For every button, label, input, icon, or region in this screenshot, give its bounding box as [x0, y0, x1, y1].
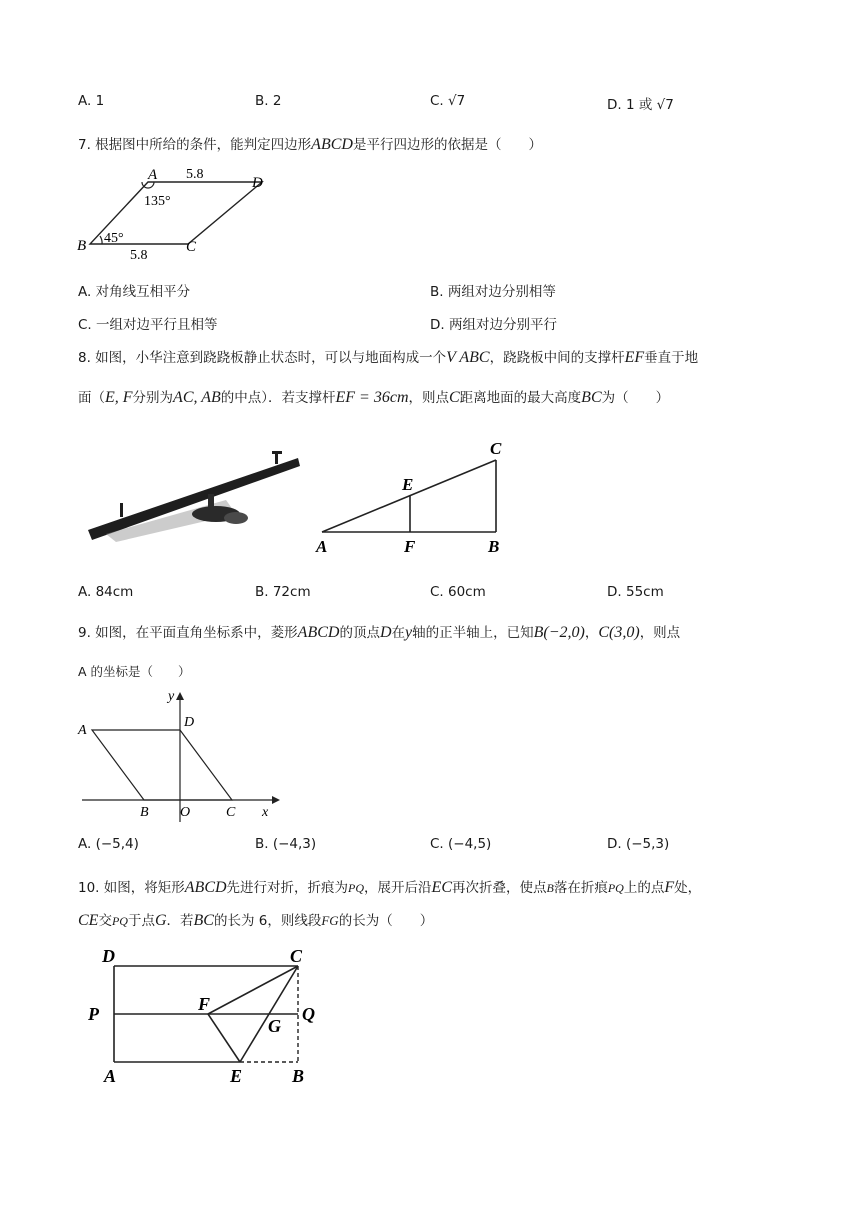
q7-option-a: A. 对角线互相平分 — [78, 284, 191, 300]
q9-label-a: A — [78, 723, 87, 738]
q8-stem-line2 — [78, 386, 669, 407]
q9-coordinate-figure — [76, 688, 286, 828]
q6-option-d: D. 1 或 √7 — [607, 97, 674, 113]
q10-var: G — [154, 912, 167, 929]
q8-text: 距离地面的最大高度 — [459, 390, 582, 406]
q10-text: 落在折痕 — [553, 880, 608, 896]
q8-text: 分别为 — [132, 390, 174, 406]
q8-stem-line1 — [78, 346, 698, 367]
q8-text: 8. 如图，小华注意到跷跷板静止状态时，可以与地面构成一个 — [78, 350, 447, 366]
q9-text: 9. 如图，在平面直角坐标系中，菱形 — [78, 625, 298, 641]
q10-text: 再次折叠，使点 — [452, 880, 547, 896]
q7-figure — [76, 160, 276, 263]
q8-triangle-figure — [316, 440, 516, 560]
q7-label-b: B — [77, 238, 87, 254]
q10-text: 处， — [674, 880, 702, 896]
q9-text: 轴的正半轴上，已知 — [412, 625, 534, 641]
q10-stem-line2 — [78, 909, 433, 930]
q9-option-d: D. (−5,3) — [607, 836, 670, 852]
q10-text: 于点 — [127, 913, 155, 929]
q6-option-b: B. 2 — [255, 93, 282, 109]
q6-option-c: C. √7 — [430, 93, 466, 109]
q8-var: C — [449, 389, 460, 406]
q7-option-d: D. 两组对边分别平行 — [430, 317, 557, 333]
q8-text: 垂直于地 — [644, 350, 699, 366]
q8-var: BC — [581, 389, 602, 406]
q9-var: ABCD — [297, 624, 340, 641]
q10-label-b: B — [292, 1066, 305, 1086]
q9-label-o: O — [180, 805, 191, 820]
q7-option-c: C. 一组对边平行且相等 — [78, 317, 218, 333]
q9-option-b: B. (−4,3) — [255, 836, 317, 852]
q10-text: 10. 如图，将矩形 — [78, 880, 185, 896]
q10-text: 交 — [98, 913, 112, 929]
q10-label-e: E — [230, 1066, 243, 1086]
q9-label-y: y — [168, 689, 175, 704]
q7-label-a: A — [148, 167, 158, 183]
q10-var: ABCD — [184, 879, 227, 896]
q7-label-c: C — [186, 239, 197, 255]
q10-text: ．若 — [166, 913, 194, 929]
q9-label-x: x — [262, 805, 269, 820]
q8-text: ，跷跷板中间的支撑杆 — [489, 350, 625, 366]
q10-stem-line1 — [78, 876, 701, 897]
q10-label-g: G — [268, 1016, 281, 1036]
q9-text: ，则点 — [639, 625, 681, 641]
q10-var: PQ — [348, 881, 365, 895]
q8-text: 的中点）．若支撑杆 — [220, 390, 336, 406]
q10-label-p: P — [88, 1004, 99, 1024]
q10-text: 的长为 6，则线段 — [213, 913, 322, 929]
q8-text: 为（ ） — [601, 390, 670, 406]
q9-var: y — [405, 624, 413, 641]
q8-var: E, F — [105, 389, 133, 406]
q9-text: ， — [584, 625, 599, 641]
q10-rectangle-figure — [84, 942, 334, 1092]
q10-label-c: C — [290, 946, 303, 966]
q8-label-e: E — [402, 475, 414, 494]
q7-stem-prefix: 7. 根据图中所给的条件，能判定四边形 — [78, 137, 312, 153]
q7-stem-var: ABCD — [311, 136, 353, 153]
q7-label-angle-a: 135° — [144, 194, 171, 209]
q8-var: AC, AB — [173, 389, 221, 406]
q10-var: B — [546, 881, 554, 895]
q7-label-top-side: 5.8 — [186, 167, 204, 182]
q10-var: BC — [193, 912, 214, 929]
q8-label-f: F — [404, 537, 416, 556]
q10-var: PQ — [111, 914, 128, 928]
q9-option-c: C. (−4,5) — [430, 836, 492, 852]
q7-stem-suffix: 是平行四边形的依据是（ ） — [352, 137, 542, 153]
q9-var: B(−2,0) — [533, 624, 585, 641]
q8-option-a: A. 84cm — [78, 584, 134, 600]
q9-stem-line1 — [78, 621, 680, 642]
q9-var: C(3,0) — [598, 624, 640, 641]
q7-label-bottom-side: 5.8 — [130, 248, 148, 263]
q8-var: EF — [624, 349, 645, 366]
q10-label-f: F — [198, 994, 211, 1014]
q6-option-a: A. 1 — [78, 93, 105, 109]
q9-text: 在 — [391, 625, 406, 641]
q8-option-d: D. 55cm — [607, 584, 664, 600]
q9-text: 的顶点 — [339, 625, 380, 641]
q9-label-d: D — [184, 715, 195, 730]
q8-text: 面（ — [78, 390, 105, 406]
q10-var: F — [664, 879, 675, 896]
q8-option-c: C. 60cm — [430, 584, 486, 600]
q10-label-d: D — [102, 946, 115, 966]
q7-label-angle-b: 45° — [104, 231, 124, 246]
q10-text: 上的点 — [623, 880, 665, 896]
q9-label-b: B — [140, 805, 149, 820]
q8-text: ，则点 — [408, 390, 449, 406]
q9-stem-line2: A 的坐标是（ ） — [78, 664, 191, 679]
q8-label-b: B — [488, 537, 500, 556]
q7-label-d: D — [252, 175, 263, 191]
q9-var: D — [379, 624, 392, 641]
q8-var: V ABC — [446, 349, 490, 366]
q9-option-a: A. (−5,4) — [78, 836, 139, 852]
q7-option-b: B. 两组对边分别相等 — [430, 284, 556, 300]
q8-label-c: C — [490, 439, 502, 458]
q10-label-a: A — [104, 1066, 117, 1086]
q9-label-c: C — [226, 805, 236, 820]
q8-var: EF = 36cm — [335, 389, 409, 406]
q10-label-q: Q — [302, 1004, 315, 1024]
q10-var: FG — [321, 913, 339, 928]
q8-label-a: A — [316, 537, 328, 556]
q8-option-b: B. 72cm — [255, 584, 311, 600]
q10-text: ，展开后沿 — [364, 880, 432, 896]
q10-var: PQ — [607, 881, 624, 895]
q10-var: EC — [431, 879, 452, 896]
q10-text: 先进行对折，折痕为 — [226, 880, 349, 896]
seesaw-photo — [86, 448, 316, 548]
q10-var: CE — [78, 912, 99, 929]
q10-text: 的长为（ ） — [338, 913, 434, 929]
q7-stem — [78, 133, 542, 154]
